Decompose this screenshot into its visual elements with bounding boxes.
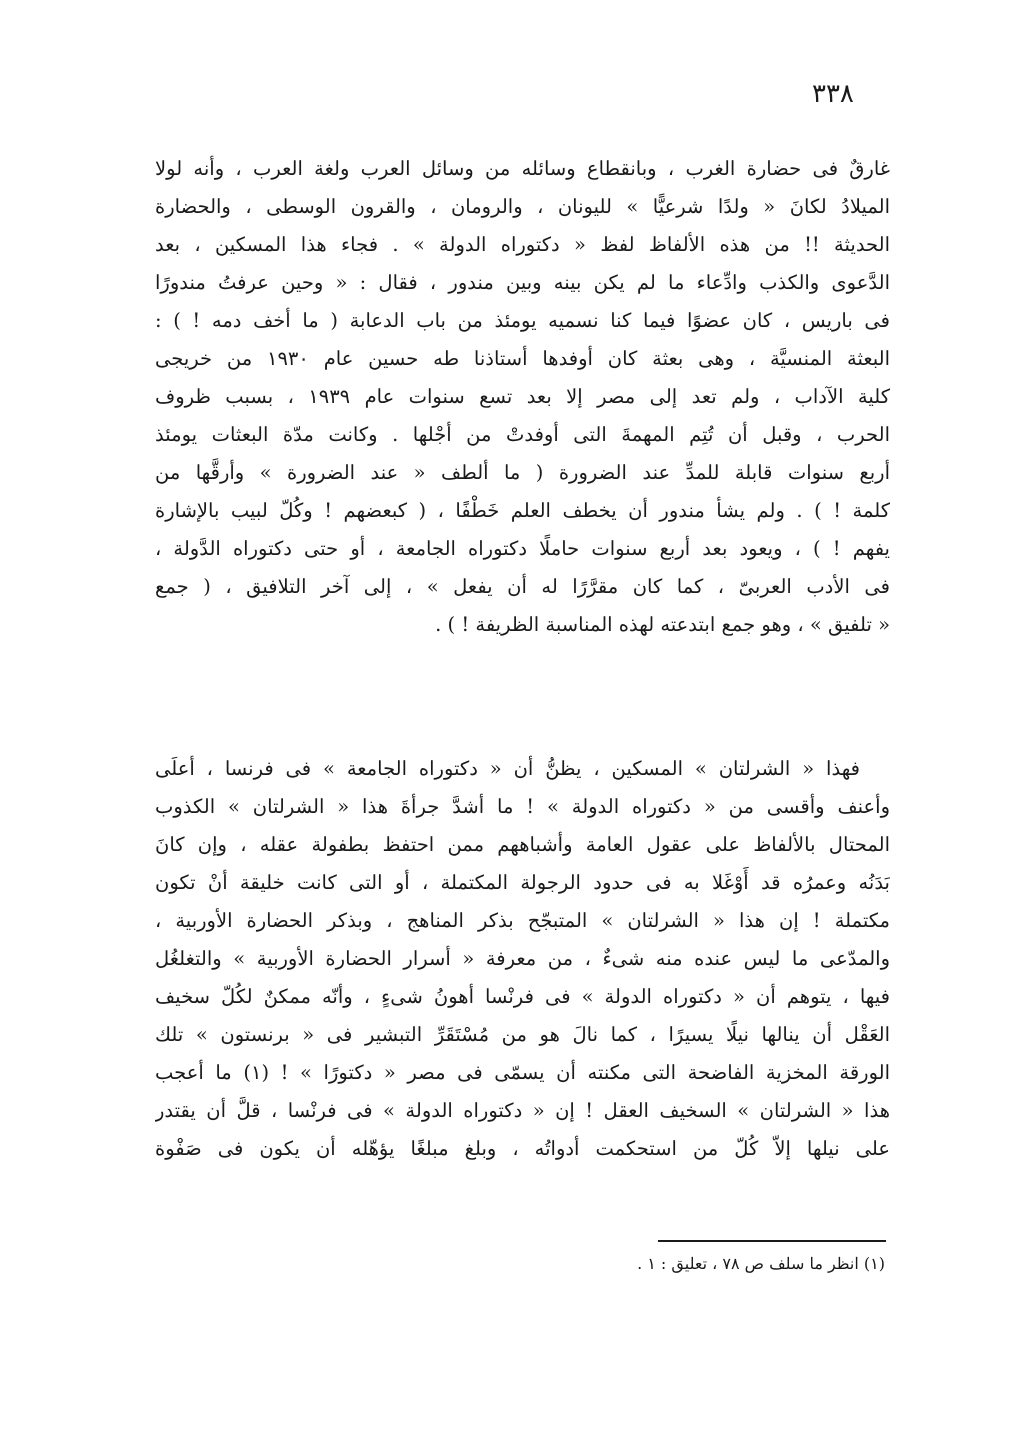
text-line: مكتملة ! إن هذا « الشرلتان » المتبجّح بذكر المناهج ، وبذكر الحضارة الأوربية ، — [155, 909, 890, 932]
text-line: الورقة المخزية الفاضحة التى مكنته أن يسمّى فى مصر « دكتورًا » ! (١) ما أعجب — [155, 1061, 890, 1084]
text-line: الحرب ، وقبل أن تُتِم المهمةَ التى أوفدتْ من أجْلها . وكانت مدّة البعثات يومئذ — [155, 423, 890, 446]
text-line: هذا « الشرلتان » السخيف العقل ! إن « دكتوراه الدولة » فى فرنْسا ، قلَّ أن يقتدر — [155, 1099, 890, 1122]
text-line: العَقْل أن ينالها نيلًا يسيرًا ، كما نالَ هو من مُسْتَقَرِّ التبشير فى « برنستون » تلك — [155, 1023, 890, 1046]
text-line: على نيلها إلاّ كُلّ من استحكمت أدواتُه ، وبلغ مبلغًا يؤهّله أن يكون فى صَفْوة — [155, 1137, 890, 1160]
text-line: فى الأدب العربىّ ، كما كان مقرَّرًا له أن يفعل » ، إلى آخر التلافيق ، ( جمع — [155, 575, 890, 598]
footnote: (١) انظر ما سلف ص ٧٨ ، تعليق : ١ . — [637, 1254, 885, 1273]
text-line: أربع سنوات قابلة للمدِّ عند الضرورة ( ما ألطف « عند الضرورة » وأرقَّها من — [155, 461, 890, 484]
text-line: البعثة المنسيَّة ، وهى بعثة كان أوفدها أستاذنا طه حسين عام ١٩٣٠ من خريجى — [155, 347, 890, 370]
paragraph-2 — [155, 750, 890, 1168]
text-line: فيها ، يتوهم أن « دكتوراه الدولة » فى فرنْسا أهونُ شىءٍ ، وأنّه ممكنٌ لكُلّ سخيف — [155, 985, 890, 1008]
text-line: يفهم ! ) ، ويعود بعد أربع سنوات حاملًا دكتوراه الجامعة ، أو حتى دكتوراه الدَّولة ، — [155, 537, 890, 560]
text-line: الحديثة !! من هذه الألفاظ لفظ « دكتوراه الدولة » . فجاء هذا المسكين ، بعد — [155, 233, 890, 256]
text-line: المحتال بالألفاظ على عقول العامة وأشباههم ممن احتفظ بطفولة عقله ، وإن كانَ — [155, 833, 890, 856]
text-line: بَدَنُه وعمرُه قد أَوْغَلا به فى حدود الرجولة المكتملة ، أو التى كانت خليقة أنْ تكون — [155, 871, 890, 894]
paragraph-1 — [155, 150, 890, 644]
text-line: الدَّعوى والكذب وادِّعاء ما لم يكن بينه وبين مندور ، فقال : « وحين عرفتُ مندورًا — [155, 271, 890, 294]
text-line: فهذا « الشرلتان » المسكين ، يظنُّ أن « دكتوراه الجامعة » فى فرنسا ، أعلَى — [155, 757, 860, 780]
text-line: كلمة ! ) . ولم يشأ مندور أن يخطف العلم خَطْفًا ، ( كبعضهم ! وكُلّ لبيب بالإشارة — [155, 499, 890, 522]
text-line: كلية الآداب ، ولم تعد إلى مصر إلا بعد تسع سنوات عام ١٩٣٩ ، بسبب ظروف — [155, 385, 890, 408]
footnote-divider — [658, 1240, 886, 1242]
text-line: الميلادُ لكانَ « ولدًا شرعيًّا » لليونان ، والرومان ، والقرون الوسطى ، والحضارة — [155, 195, 890, 218]
text-line: والمدّعى ما ليس عنده منه شىءٌ ، من معرفة « أسرار الحضارة الأوربية » والتغلغُل — [155, 947, 890, 970]
text-line: « تلفيق » ، وهو جمع ابتدعته لهذه المناسبة الظريفة ! ) . — [435, 613, 890, 636]
text-line: وأعنف وأقسى من « دكتوراه الدولة » ! ما أشدَّ جرأةَ هذا « الشرلتان » الكذوب — [155, 795, 890, 818]
page-number: ٣٣٨ — [812, 79, 854, 109]
text-line: فى باريس ، كان عضوًا فيما كنا نسميه يومئذ من باب الدعابة ( ما أخف دمه ! ) : — [155, 309, 890, 332]
text-line: غارقٌ فى حضارة الغرب ، وبانقطاع وسائله من وسائل العرب ولغة العرب ، وأنه لولا — [155, 157, 890, 180]
